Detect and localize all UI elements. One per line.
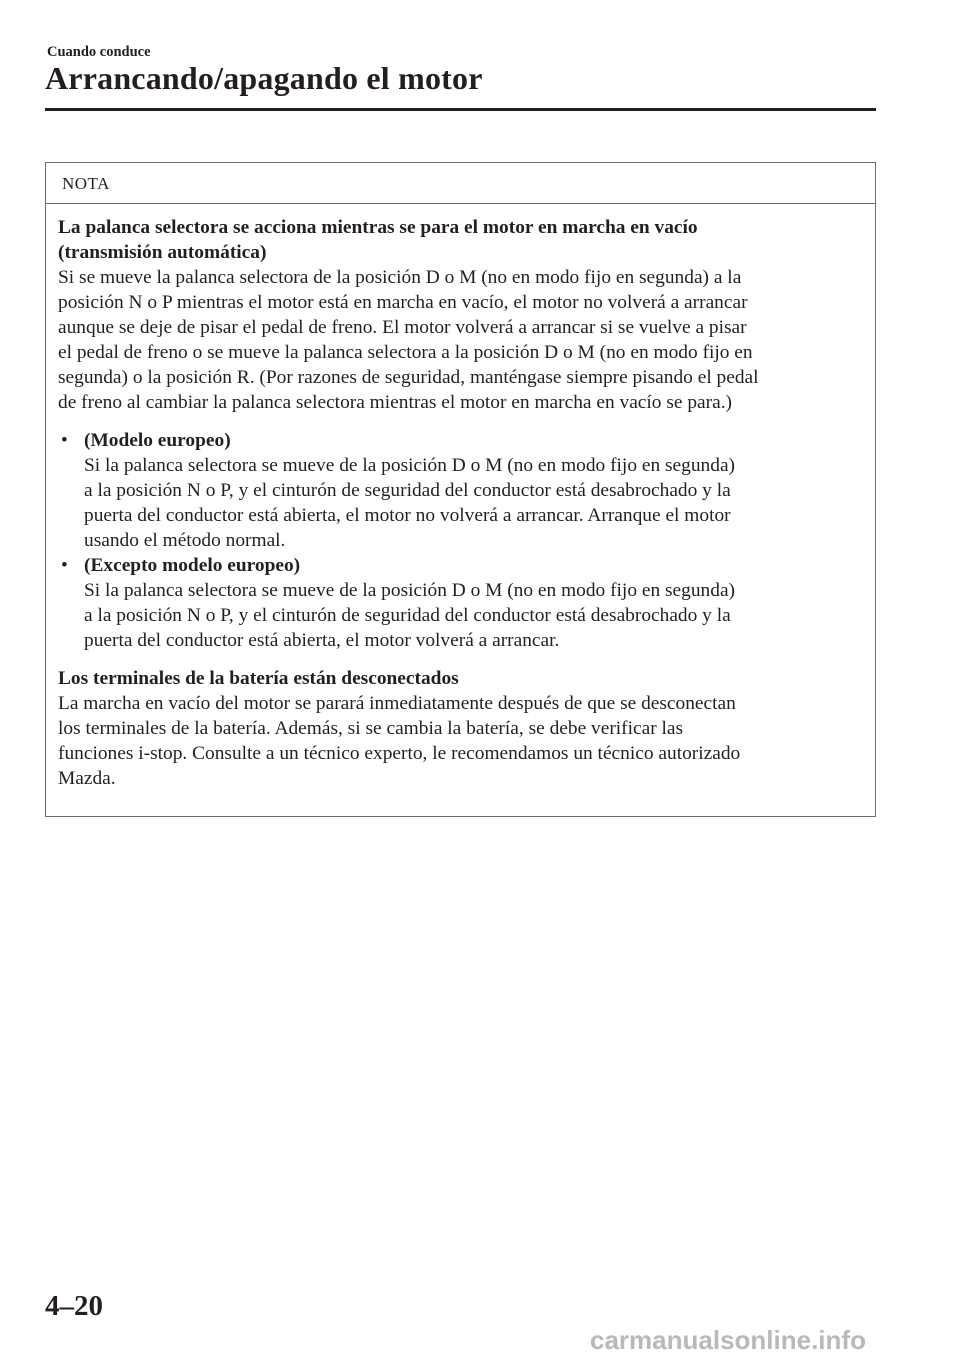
bullet-text-line: puerta del conductor está abierta, el motor volverá a arrancar. — [84, 630, 560, 651]
bullet-heading: (Excepto modelo europeo) — [84, 555, 301, 576]
topic1-text-line: el pedal de freno o se mueve la palanca selectora a la posición D o M (no en modo fijo en — [58, 342, 753, 363]
bullet-text-line: a la posición N o P, y el cinturón de seguridad del conductor está desabrochado y la — [84, 480, 731, 501]
topic2-text-line: funciones i-stop. Consulte a un técnico experto, le recomendamos un técnico autorizado — [58, 743, 741, 764]
topic2-text-line: La marcha en vacío del motor se parará inmediatamente después de que se desconectan — [58, 693, 736, 714]
topic1-text-line: Si se mueve la palanca selectora de la posición D o M (no en modo fijo en segunda) a la — [58, 267, 742, 288]
bullet-dot-icon: • — [61, 430, 68, 451]
bullet-text-line: Si la palanca selectora se mueve de la posición D o M (no en modo fijo en segunda) — [84, 455, 736, 476]
bullet-text-line: Si la palanca selectora se mueve de la posición D o M (no en modo fijo en segunda) — [84, 580, 736, 601]
title-rule — [45, 108, 876, 111]
bullet-text-line: puerta del conductor está abierta, el motor no volverá a arrancar. Arranque el motor — [84, 505, 731, 526]
topic1-text-line: aunque se deje de pisar el pedal de freno. El motor volverá a arrancar si se vuelve a pisar — [58, 317, 747, 338]
bullet-item-non-european — [58, 553, 870, 653]
topic1-text-line: de freno al cambiar la palanca selectora mientras el motor en marcha en vacío se para.) — [58, 392, 733, 413]
bullet-text-line: usando el método normal. — [84, 530, 286, 551]
section-label: Cuando conduce — [47, 44, 151, 60]
topic1-text-line: posición N o P mientras el motor está en marcha en vacío, el motor no volverá a arrancar — [58, 292, 748, 313]
note-header — [46, 163, 875, 204]
topic1-text-line: segunda) o la posición R. (Por razones de seguridad, manténgase siempre pisando el pedal — [58, 367, 759, 388]
note-body — [58, 215, 870, 791]
topic1-heading-line: (transmisión automática) — [58, 242, 267, 263]
note-label: NOTA — [62, 174, 110, 193]
page-title: Arrancando/apagando el motor — [45, 60, 483, 96]
bullet-text-line: a la posición N o P, y el cinturón de seguridad del conductor está desabrochado y la — [84, 605, 731, 626]
bullet-dot-icon: • — [61, 555, 68, 576]
topic1-heading-line: La palanca selectora se acciona mientras se para el motor en marcha en vacío — [58, 217, 698, 238]
watermark: carmanualsonline.info — [590, 1325, 866, 1355]
page-number: 4–20 — [45, 1290, 103, 1322]
note-box — [45, 162, 876, 817]
bullet-item-european — [58, 428, 870, 553]
topic2-text-line: Mazda. — [58, 768, 116, 789]
section-gap — [58, 653, 870, 666]
topic2-text-line: los terminales de la batería. Además, si se cambia la batería, se debe verificar las — [58, 718, 684, 739]
bullet-list — [58, 428, 870, 653]
topic2-heading: Los terminales de la batería están desconectados — [58, 668, 459, 689]
bullet-heading: (Modelo europeo) — [84, 430, 231, 451]
